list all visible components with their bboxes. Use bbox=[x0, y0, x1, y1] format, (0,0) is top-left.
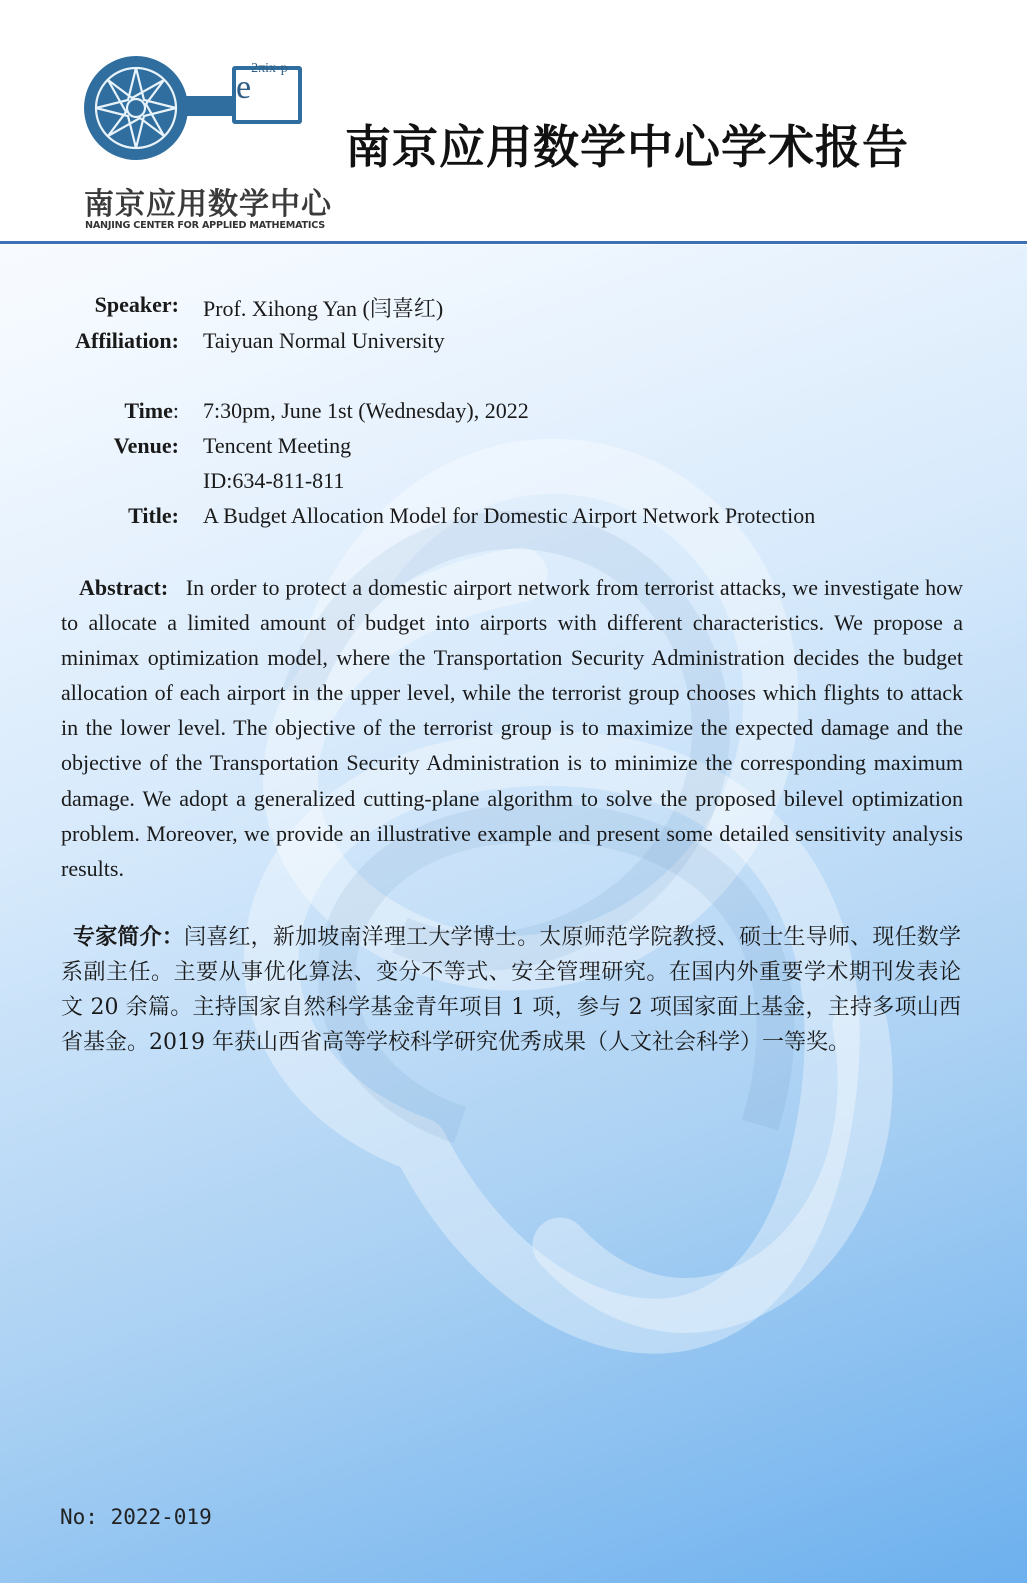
talk-title-value: A Budget Allocation Model for Domestic Airport Network Protection bbox=[203, 503, 816, 528]
talk-title-label: Title: bbox=[128, 503, 179, 528]
header-divider bbox=[0, 241, 1027, 244]
meeting-id: ID:634-811-811 bbox=[203, 468, 345, 493]
time-label: Time: bbox=[124, 398, 179, 423]
logo-formula: $e^{2\pi ix\cdot p}$ bbox=[236, 60, 288, 106]
affiliation-label: Affiliation: bbox=[75, 328, 179, 353]
center-logo bbox=[84, 52, 332, 242]
header bbox=[0, 0, 1027, 245]
speaker-value: Prof. Xihong Yan (闫喜红) bbox=[203, 296, 444, 321]
abstract-paragraph bbox=[61, 570, 963, 886]
venue-value: Tencent Meeting bbox=[203, 433, 352, 458]
affiliation-value: Taiyuan Normal University bbox=[203, 328, 445, 353]
bio-label: 专家简介： bbox=[73, 925, 185, 950]
venue-label: Venue: bbox=[113, 433, 179, 458]
page-title: 南京应用数学中心学术报告 bbox=[345, 120, 909, 174]
abstract-text: In order to protect a domestic airport network from terrorist attacks, we investigate how to allocate a limited amount of budget into airports with different characteristics. We propose a minimax optimization model, where the Transportation Security Administration decides the budget allocation of each airport in the upper level, while the terrorist group chooses which flights to attack in the lower level. The objective of the terrorist group is to maximize the expected damage and the objective of the Transportation Security Administration is to minimize the corresponding maximum damage. We adopt a generalized cutting-plane algorithm to solve the proposed bilevel optimization problem. Moreover, we provide an illustrative example and present some detailed sensitivity analysis results. bbox=[61, 575, 964, 881]
speaker-label: Speaker: bbox=[94, 292, 179, 317]
speaker-bio-paragraph bbox=[61, 920, 961, 1060]
abstract-label: Abstract: bbox=[79, 575, 169, 600]
logo-english-name: NANJING CENTER FOR APPLIED MATHEMATICS bbox=[85, 220, 326, 231]
logo-chinese-name: 南京应用数学中心 bbox=[84, 187, 332, 222]
time-value: 7:30pm, June 1st (Wednesday), 2022 bbox=[203, 398, 529, 423]
bio-text: 闫喜红，新加坡南洋理工大学博士。太原师范学院教授、硕士生导师、现任数学系副主任。主要从事优化算法、变分不等式、安全管理研究。在国内外重要学术期刊发表论文 20 余篇。主持国家自然科学基金青年项目 1 项，参与 2 项国家面上基金，主持多项山西省基金。2019 年获山西省高等学校科学研究优秀成果（人文社会科学）一等奖。 bbox=[61, 925, 961, 1055]
document-number: No: 2022-019 bbox=[60, 1505, 212, 1529]
